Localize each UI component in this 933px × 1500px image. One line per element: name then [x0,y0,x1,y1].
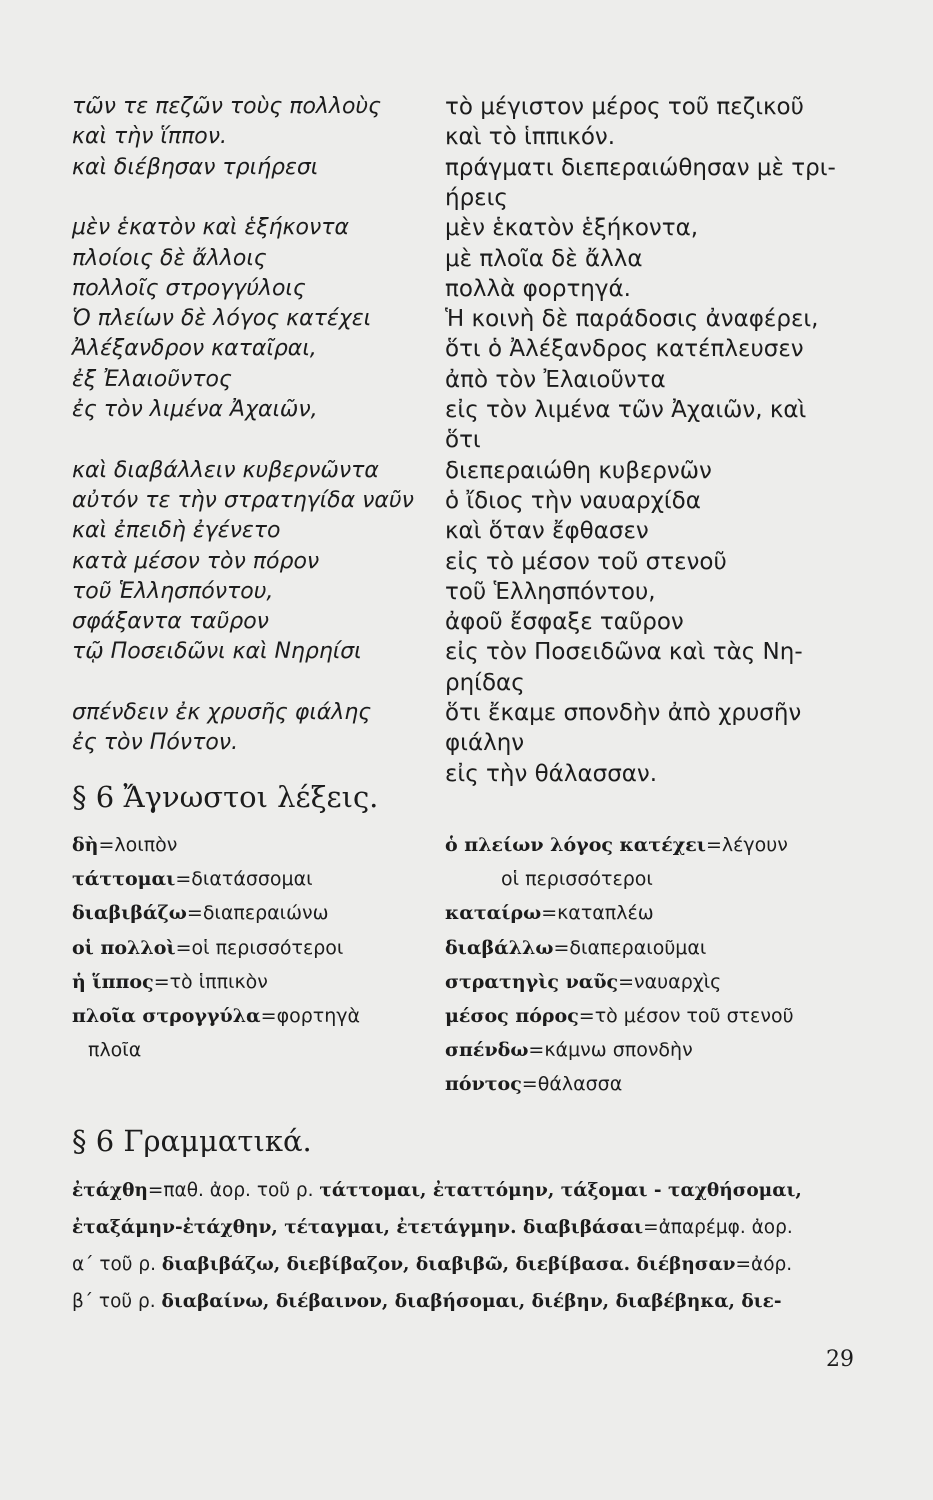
vocab-entry [445,1000,794,1033]
vocab-term: μέσος πόρος [445,1005,579,1027]
vocab-definition: λοιπὸν [114,834,178,856]
ancient-greek-line: μὲν ἑκατὸν καὶ ἑξήκοντα [72,215,349,241]
equals-sign: = [175,936,192,959]
grammar-note: β΄ τοῦ ρ. [72,1291,162,1312]
parallel-row [0,607,933,637]
equals-sign: = [541,902,558,925]
modern-greek-line: φιάλην [445,730,525,757]
grammar-form: διαβιβάζω, διεβίβαζον, διαβιβῶ, διεβίβασα. διέβησαν [161,1254,736,1275]
ancient-greek-line: ἐς τὸν Πόντον. [72,730,239,756]
equals-sign: = [618,970,635,993]
grammar-section-title: § 6 Γραμματικά. [72,1124,312,1158]
modern-greek-line: εἰς τὸν Ποσειδῶνα καὶ τὰς Νη- [445,639,803,666]
equals-sign: = [553,936,570,959]
grammar-line [72,1248,862,1282]
ancient-greek-line: σφάξαντα ταῦρον [72,609,269,635]
parallel-row [0,668,933,698]
modern-greek-line: ὅτι [445,427,481,454]
equals-sign: = [260,1005,277,1027]
modern-greek-line: τοῦ Ἑλλησπόντου, [445,578,656,605]
vocab-entry [445,829,788,862]
parallel-row [0,425,933,455]
modern-greek-line: καὶ ὅταν ἔφθασεν [445,518,649,545]
modern-greek-line: τὸ μέγιστον μέρος τοῦ πεζικοῦ [445,94,804,120]
ancient-greek-line: Ὁ πλείων δὲ λόγος κατέχει [72,306,372,332]
vocab-term: δὴ [72,834,99,856]
vocab-definition: ναυαρχὶς [634,970,722,993]
vocab-definition: θάλασσα [537,1073,623,1096]
parallel-row [0,577,933,607]
equals-sign: = [705,834,722,856]
ancient-greek-line: καὶ διαβάλλειν κυβερνῶντα [72,457,379,483]
parallel-row [0,122,933,152]
vocab-definition: τὸ ἱππικὸν [169,970,268,993]
vocab-entry [445,932,706,965]
vocab-definition: πλοῖα [88,1039,142,1062]
equals-sign: = [186,902,203,925]
parallel-row [0,547,933,577]
vocab-entry [72,829,177,862]
modern-greek-line: ἀφοῦ ἔσφαξε ταῦρον [445,609,684,636]
vocab-entry [72,897,329,930]
vocab-term: στρατηγὶς ναῦς [445,970,619,993]
modern-greek-line: εἰς τὴν θάλασσαν. [445,760,658,787]
parallel-row [0,395,933,425]
vocab-entry [72,1000,360,1033]
ancient-greek-line: τῷ Ποσειδῶνι καὶ Νηρηίσι [72,639,362,665]
vocab-entry [72,932,343,965]
modern-greek-line: Ἡ κοινὴ δὲ παράδοσις ἀναφέρει, [445,306,819,333]
modern-greek-line: ρηίδας [445,669,525,696]
ancient-greek-line: ἐξ Ἐλαιοῦντος [72,366,232,392]
vocab-definition: κάμνω σπονδὴν [544,1039,693,1062]
equals-sign: = [153,970,170,993]
ancient-greek-line: Ἀλέξανδρον καταῖραι, [72,336,317,362]
equals-sign: = [521,1073,538,1096]
modern-greek-line: διεπεραιώθη κυβερνῶν [445,457,712,484]
grammar-form: ἐταξάμην-ἐτάχθην, τέταγμαι, ἐτετάγμην. διαβιβάσαι [72,1217,644,1238]
grammar-note: =ἀόρ. [735,1254,793,1275]
vocab-definition: διατάσσομαι [191,868,313,891]
vocab-definition: λέγουν [721,834,788,856]
vocab-term: πόντος [445,1073,522,1096]
vocab-entry [501,863,653,896]
vocab-definition: οἱ περισσότεροι [501,868,653,891]
vocab-term: καταίρω [445,902,542,925]
modern-greek-line: ὁ ἴδιος τὴν ναυαρχίδα [445,487,701,514]
equals-sign: = [98,834,115,856]
modern-greek-line: εἰς τὸ μέσον τοῦ στενοῦ [445,548,727,575]
parallel-row [0,456,933,486]
vocab-entry [445,1068,622,1101]
vocab-term: ὁ πλείων λόγος κατέχει [445,834,706,856]
vocab-entry [445,966,721,999]
vocab-definition: διαπεραιοῦμαι [569,936,707,959]
vocab-definition: καταπλέω [557,902,654,925]
modern-greek-line: εἰς τὸν λιμένα τῶν Ἀχαιῶν, καὶ [445,397,807,423]
ancient-greek-line: τοῦ Ἑλλησπόντου, [72,578,274,604]
vocab-entry [88,1034,141,1067]
parallel-row [0,92,933,122]
parallel-row [0,698,933,728]
parallel-row [0,637,933,667]
vocab-term: ἡ ἵππος [72,970,154,993]
vocab-term: διαβιβάζω [72,902,187,925]
vocab-entry [72,966,268,999]
modern-greek-line: ὅτι ἔκαμε σπονδὴν ἀπὸ χρυσῆν [445,700,802,726]
modern-greek-line: πράγματι διεπεραιώθησαν μὲ τρι- [445,154,836,181]
ancient-greek-line: ἐς τὸν λιμένα Ἀχαιῶν, [72,397,318,422]
ancient-greek-line: καὶ τὴν ἵππον. [72,124,228,150]
vocab-entry [445,1034,693,1067]
ancient-greek-line: τῶν τε πεζῶν τοὺς πολλοὺς [72,94,382,119]
parallel-row [0,274,933,304]
modern-greek-line: ὅτι ὁ Ἀλέξανδρος κατέπλευσεν [445,336,804,363]
parallel-row [0,153,933,183]
equals-sign: = [175,868,192,891]
vocab-term: τάττομαι [72,868,176,891]
ancient-greek-line: καὶ ἐπειδὴ ἐγένετο [72,518,281,544]
ancient-greek-line: καὶ διέβησαν τριήρεσι [72,154,319,180]
grammar-note: α΄ τοῦ ρ. [72,1254,162,1275]
modern-greek-line: ἀπὸ τὸν Ἐλαιοῦντα [445,366,666,393]
grammar-form: ἐτάχθη [72,1180,148,1201]
ancient-greek-line: αὐτόν τε τὴν στρατηγίδα ναῦν [72,487,414,513]
parallel-row [0,486,933,516]
vocab-term: σπένδω [445,1039,529,1062]
ancient-greek-line: κατὰ μέσον τὸν πόρον [72,548,320,574]
vocab-section-title: § 6 Ἄγνωστοι λέξεις. [72,780,379,814]
parallel-row [0,183,933,213]
parallel-row [0,365,933,395]
modern-greek-line: ήρεις [445,184,508,211]
parallel-row [0,244,933,274]
vocab-definition: φορτηγὰ [276,1005,361,1027]
vocab-entry [445,897,654,930]
vocab-term: οἱ πολλοὶ [72,936,176,959]
vocab-definition: τὸ μέσον τοῦ στενοῦ [594,1005,794,1027]
parallel-row [0,213,933,243]
grammar-form: τάττομαι, ἐταττόμην, τάξομαι - ταχθήσομαι, [319,1180,802,1201]
vocab-definition: οἱ περισσότεροι [191,936,344,959]
parallel-row [0,304,933,334]
equals-sign: = [578,1005,595,1027]
page-number: 29 [826,1347,854,1372]
vocab-term: πλοῖα στρογγύλα [72,1005,261,1027]
vocab-entry [72,863,313,896]
modern-greek-line: μὲ πλοῖα δὲ ἄλλα [445,245,643,272]
ancient-greek-line: σπένδειν ἐκ χρυσῆς φιάλης [72,700,372,725]
modern-greek-line: μὲν ἑκατὸν ἑξήκοντα, [445,215,699,242]
grammar-line [72,1174,862,1208]
parallel-row [0,334,933,364]
parallel-row [0,516,933,546]
modern-greek-line: καὶ τὸ ἱππικόν. [445,124,616,151]
parallel-row [0,728,933,758]
grammar-form: διαβαίνω, διέβαινον, διαβήσομαι, διέβην, διαβέβηκα, διε- [161,1291,782,1312]
grammar-line [72,1285,862,1319]
equals-sign: = [528,1039,545,1062]
ancient-greek-line: πλοίοις δὲ ἄλλοις [72,245,267,271]
vocab-definition: διαπεραιώνω [202,902,329,925]
modern-greek-line: πολλὰ φορτηγά. [445,275,631,302]
ancient-greek-line: πολλοῖς στρογγύλοις [72,275,306,301]
vocab-term: διαβάλλω [445,936,554,959]
grammar-note: =παθ. ἀορ. τοῦ ρ. [147,1180,320,1201]
grammar-note: =ἀπαρέμφ. ἀορ. [643,1217,793,1238]
grammar-line [72,1211,862,1245]
